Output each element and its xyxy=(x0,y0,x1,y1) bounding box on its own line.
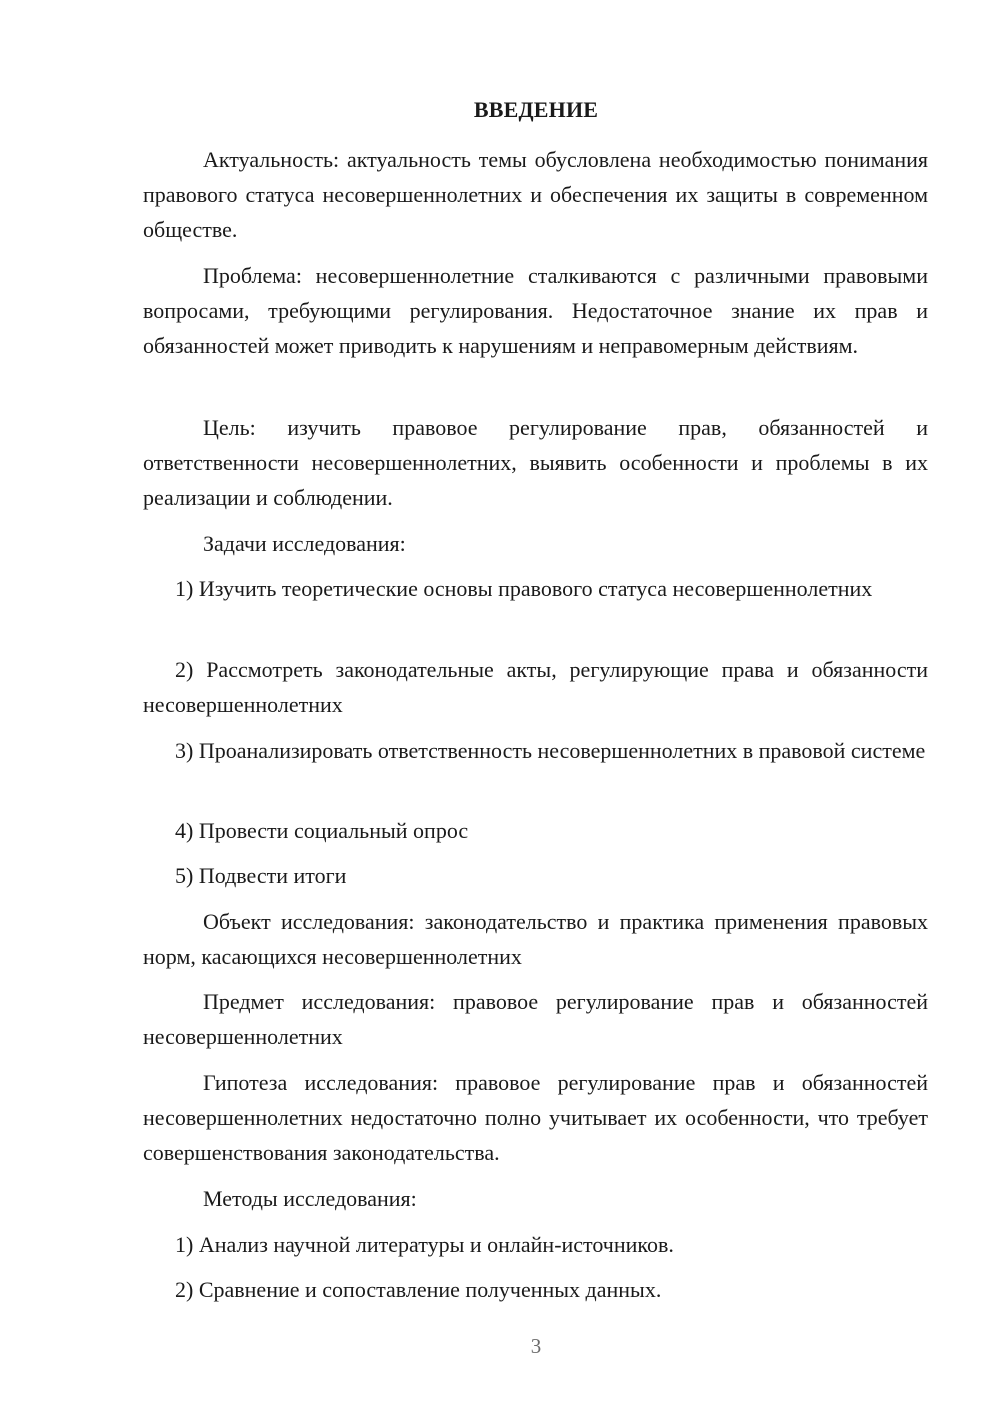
method-item-2: 2) Сравнение и сопоставление полученных данных. xyxy=(175,1277,662,1302)
object-paragraph: Объект исследования: законодательство и практика применения правовых норм, касающихся несовершеннолетних xyxy=(143,909,928,969)
relevance-paragraph: Актуальность: актуальность темы обусловлена необходимостью понимания правового статуса несовершеннолетних и обеспечения их защиты в современном обществе. xyxy=(143,147,928,242)
method-item-1: 1) Анализ научной литературы и онлайн-источников. xyxy=(175,1232,674,1257)
task-item-5: 5) Подвести итоги xyxy=(175,863,347,888)
task-item-1: 1) Изучить теоретические основы правового статуса несовершеннолетних xyxy=(175,576,873,601)
goal-paragraph: Цель: изучить правовое регулирование прав, обязанностей и ответственности несовершеннолетних, выявить особенности и проблемы в их реализации и соблюдении. xyxy=(143,415,928,510)
page-number: 3 xyxy=(530,1334,542,1358)
section-title-text: ВВЕДЕНИЕ xyxy=(473,97,599,122)
section-title xyxy=(0,95,1000,125)
tasks-heading: Задачи исследования: xyxy=(203,531,406,556)
hypothesis-paragraph: Гипотеза исследования: правовое регулирование прав и обязанностей несовершеннолетних недостаточно полно учитывает их особенности, что требует совершенствования законодательства. xyxy=(143,1070,928,1165)
task-item-4: 4) Провести социальный опрос xyxy=(175,818,469,843)
task-item-2: 2) Рассмотреть законодательные акты, регулирующие права и обязанности несовершеннолетних xyxy=(143,657,928,717)
task-item-3: 3) Проанализировать ответственность несовершеннолетних в правовой системе xyxy=(175,738,926,763)
subject-paragraph: Предмет исследования: правовое регулирование прав и обязанностей несовершеннолетних xyxy=(143,989,928,1049)
methods-heading: Методы исследования: xyxy=(203,1186,417,1211)
problem-paragraph: Проблема: несовершеннолетние сталкиваются с различными правовыми вопросами, требующими регулирования. Недостаточное знание их прав и обязанностей может приводить к нарушениям и неправомерным действиям. xyxy=(143,263,928,358)
